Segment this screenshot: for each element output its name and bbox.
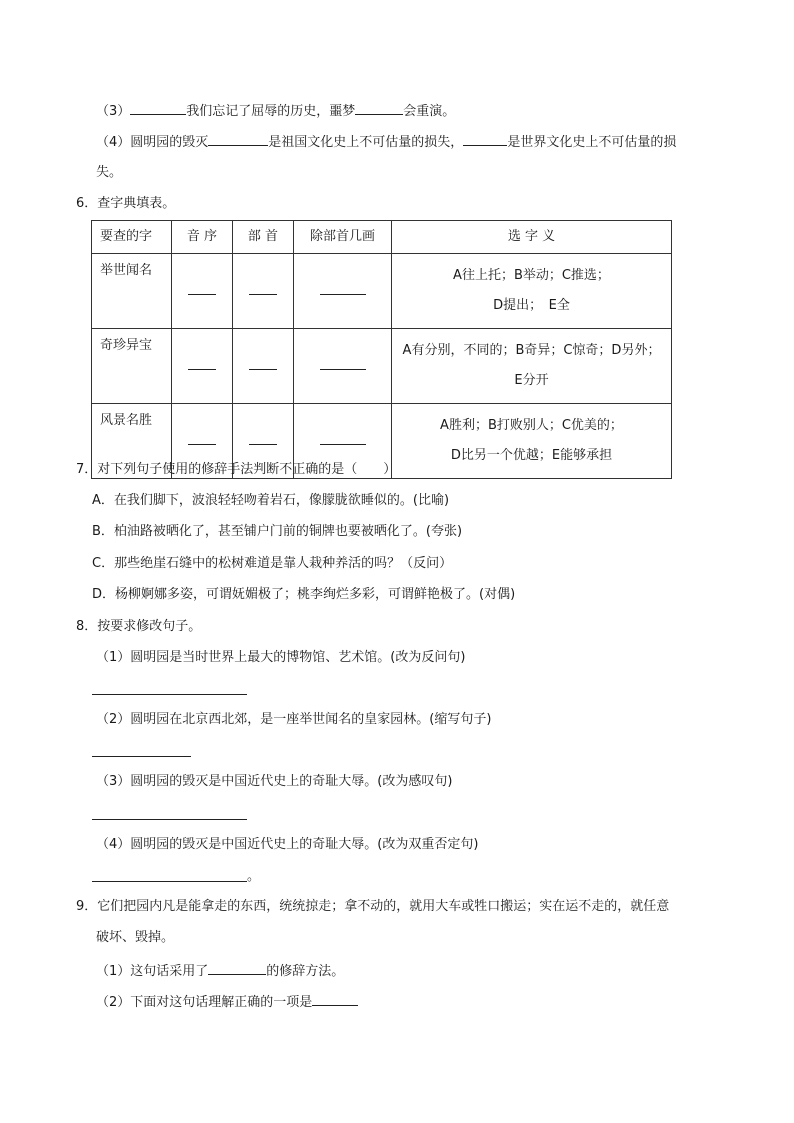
yinxu-cell[interactable] [172,254,233,329]
q7-title: 7．对下列句子使用的修辞手法判断不正确的是（ ） [76,462,397,477]
meaning-line: D提出； E全 [493,298,570,313]
answer-blank[interactable] [188,282,216,295]
answer-line[interactable] [92,819,247,820]
q9-item2 [96,992,358,1012]
q5-item4-num: （4） [96,135,131,150]
bushou-cell[interactable] [233,329,294,404]
meaning-line: D比另一个优越；E能够承担 [450,448,613,463]
answer-line[interactable] [92,694,247,695]
answer-blank[interactable] [188,432,216,445]
q7-option-a[interactable]: A．在我们脚下，波浪轻轻吻着岩石，像朦胧欲睡似的。(比喻) [92,493,450,508]
answer-line[interactable] [92,756,191,757]
meaning-line: E分开 [514,373,549,388]
q8-item-4: （4）圆明园的毁灭是中国近代史上的奇耻大辱。(改为双重否定句) [96,837,479,852]
table-header-row [92,221,672,254]
q7-option-c[interactable]: C．那些绝崖石缝中的松树难道是靠人栽种养活的吗？（反问） [92,556,453,571]
answer-line[interactable] [92,881,247,882]
q5-item4-text1: 圆明园的毁灭 [130,135,209,150]
q6-title: 6．查字典填表。 [76,196,176,211]
answer-blank[interactable] [249,432,277,445]
q8-title: 8．按要求修改句子。 [76,619,202,634]
row-word: 奇珍异宝 [92,329,172,404]
q5-item3 [96,101,455,121]
q9-item1 [96,961,344,981]
q7-option-b[interactable]: B．柏油路被晒化了，甚至铺户门前的铜牌也要被晒化了。(夸张) [92,524,463,539]
row-word: 举世闻名 [92,254,172,329]
q9-item2-text: （2）下面对这句话理解正确的一项是 [96,995,313,1010]
table-row [92,254,672,329]
q9-title-line1: 9．它们把园内凡是能拿走的东西，统统掠走；拿不动的，就用大车或牲口搬运；实在运不走的，就任意 [76,899,670,914]
meaning-cell [392,254,672,329]
meaning-line: A胜利；B打败别人；C优美的； [440,418,623,433]
q8-end-mark: 。 [247,869,261,884]
header-bushou: 部 首 [233,221,294,254]
header-strokes: 除部首几画 [294,221,392,254]
q5-item3-num: （3） [96,104,131,119]
answer-blank[interactable] [320,282,366,295]
q5-item4-cont: 失。 [96,165,123,180]
meaning-cell [392,404,672,479]
meaning-line: A往上托；B举动；C推选； [453,268,610,283]
header-meaning: 选 字 义 [392,221,672,254]
yinxu-cell[interactable] [172,329,233,404]
q5-item4-text3: 是世界文化史上不可估量的损 [507,135,677,150]
q8-item-1: （1）圆明园是当时世界上最大的博物馆、艺术馆。(改为反问句) [96,650,466,665]
answer-blank[interactable] [130,101,186,115]
q7-option-d[interactable]: D．杨柳婀娜多姿，可谓妩媚极了；桃李绚烂多彩，可谓鲜艳极了。(对偶) [92,587,516,602]
q5-item3-text1: 我们忘记了屈辱的历史，噩梦 [186,104,356,119]
header-word: 要查的字 [92,221,172,254]
answer-blank[interactable] [320,432,366,445]
bushou-cell[interactable] [233,254,294,329]
answer-blank[interactable] [320,357,366,370]
q8-item-3: （3）圆明园的毁灭是中国近代史上的奇耻大辱。(改为感叹句) [96,774,453,789]
strokes-cell[interactable] [294,254,392,329]
q9-title-line2: 破坏、毁掉。 [96,930,175,945]
answer-blank[interactable] [312,992,358,1006]
q8-item-2: （2）圆明园在北京西北郊，是一座举世闻名的皇家园林。(缩写句子) [96,712,492,727]
meaning-line: A有分别，不同的；B奇异；C惊奇；D另外； [402,343,661,358]
header-yinxu: 音 序 [172,221,233,254]
row-word: 风景名胜 [92,404,172,479]
answer-blank[interactable] [188,357,216,370]
table-row [92,329,672,404]
q9-item1-tail: 的修辞方法。 [266,964,345,979]
q9-item1-text: （1）这句话采用了 [96,964,209,979]
answer-blank[interactable] [208,132,268,146]
meaning-cell [392,329,672,404]
dictionary-table [91,220,672,479]
q5-item4-text2: 是祖国文化史上不可估量的损失， [268,135,464,150]
answer-blank[interactable] [208,961,266,975]
q5-item3-text2: 会重演。 [403,104,456,119]
answer-blank[interactable] [249,357,277,370]
q5-item4 [96,132,676,152]
answer-blank[interactable] [249,282,277,295]
strokes-cell[interactable] [294,329,392,404]
answer-blank[interactable] [355,101,403,115]
answer-blank[interactable] [463,132,507,146]
